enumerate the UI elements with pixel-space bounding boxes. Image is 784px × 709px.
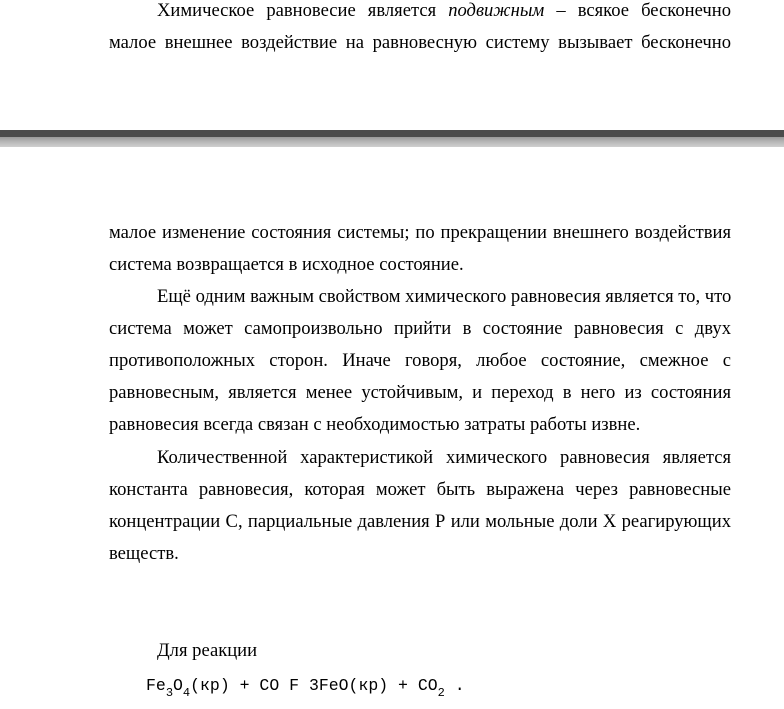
paragraph-line: малое внешнее воздействие на равновесную систему вызывает бесконечно [109,32,731,53]
paragraph-line: равновесным, является менее устойчивым, и переход в него из состояния [109,382,731,403]
paragraph-line [157,0,731,27]
paragraph-line: концентрации С, парциальные давления Р или мольные доли Х реагирующих [109,511,731,532]
paragraph-line: система может самопроизвольно прийти в состояние равновесия с двух [109,318,731,339]
text-span: – всякое бесконечно [544,0,731,21]
paragraph-line: константа равновесия, которая может быть выражена через равновесные [109,479,731,500]
paragraph-line: Количественной характеристикой химического равновесия является [157,447,731,468]
paragraph-line: веществ. [109,543,179,564]
paragraph-line: система возвращается в исходное состояние. [109,254,464,275]
text-span: Химическое равновесие является [157,0,449,21]
paragraph-line: малое изменение состояния системы; по прекращении внешнего воздействия [109,222,731,243]
page-1-fragment [0,0,784,130]
paragraph-line: равновесия всегда связан с необходимостью затраты работы извне. [109,414,641,435]
paragraph-line: Ещё одним важным свойством химического равновесия является то, что [157,286,732,307]
page-separator [0,130,784,147]
paragraph-line: противоположных сторон. Иначе говоря, любое состояние, смежное с [109,350,731,371]
reaction-label: Для реакции [157,640,258,661]
italic-term: подвижным [448,0,545,21]
reaction-formula: $Fe_3O_4(кр)$ + CO F $3FeO(кр) + CO_2$ . [146,676,465,700]
